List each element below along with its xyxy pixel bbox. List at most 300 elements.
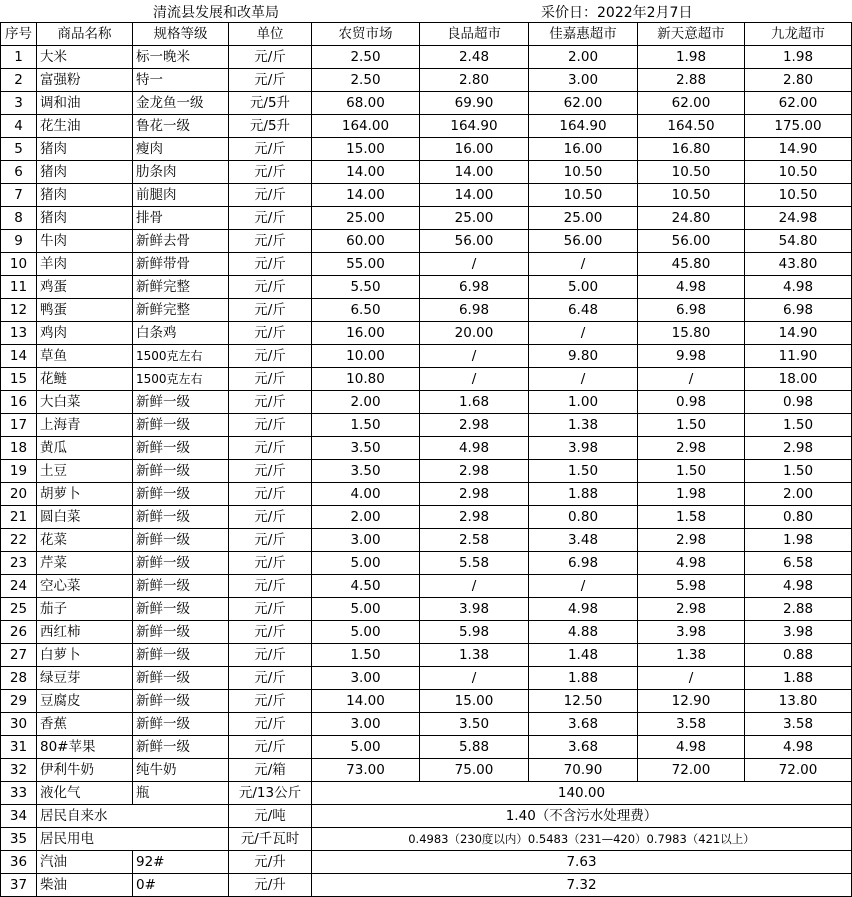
price-farmers-market: 16.00 — [312, 322, 420, 345]
table-row — [1, 69, 852, 92]
price-xintianyi: 4.98 — [638, 276, 745, 299]
item-name: 调和油 — [37, 92, 133, 115]
report-header — [0, 0, 852, 23]
row-number: 25 — [1, 598, 37, 621]
price-xintianyi: 9.98 — [638, 345, 745, 368]
price-liangpin: / — [420, 345, 529, 368]
item-spec: 新鲜一级 — [133, 621, 229, 644]
col-header: 九龙超市 — [745, 23, 852, 46]
item-spec: 瘦肉 — [133, 138, 229, 161]
item-spec: 新鲜去骨 — [133, 230, 229, 253]
item-name: 80#苹果 — [37, 736, 133, 759]
item-spec: 新鲜带骨 — [133, 253, 229, 276]
price-jiulong: 2.98 — [745, 437, 852, 460]
item-spec: 92# — [133, 851, 229, 874]
item-spec: 新鲜一级 — [133, 713, 229, 736]
item-spec: 金龙鱼一级 — [133, 92, 229, 115]
unified-price: 140.00 — [312, 782, 852, 805]
item-name: 鸡蛋 — [37, 276, 133, 299]
price-liangpin: 2.98 — [420, 414, 529, 437]
table-row — [1, 644, 852, 667]
item-name: 芹菜 — [37, 552, 133, 575]
price-jiulong: 14.90 — [745, 322, 852, 345]
item-unit: 元/斤 — [229, 644, 312, 667]
organization-name: 清流县发展和改革局 — [153, 5, 279, 21]
price-liangpin: 6.98 — [420, 276, 529, 299]
price-jiulong: 10.50 — [745, 161, 852, 184]
price-xintianyi: 2.88 — [638, 69, 745, 92]
row-number: 1 — [1, 46, 37, 69]
row-number: 20 — [1, 483, 37, 506]
price-farmers-market: 5.00 — [312, 598, 420, 621]
item-name: 上海青 — [37, 414, 133, 437]
item-unit: 元/斤 — [229, 276, 312, 299]
item-unit: 元/斤 — [229, 736, 312, 759]
price-xintianyi: 1.98 — [638, 483, 745, 506]
item-unit: 元/斤 — [229, 690, 312, 713]
price-farmers-market: 4.50 — [312, 575, 420, 598]
table-row — [1, 276, 852, 299]
row-number: 9 — [1, 230, 37, 253]
price-jiajiahui: / — [529, 368, 638, 391]
item-name: 草鱼 — [37, 345, 133, 368]
item-spec: 排骨 — [133, 207, 229, 230]
price-farmers-market: 5.00 — [312, 621, 420, 644]
price-farmers-market: 2.00 — [312, 391, 420, 414]
table-row — [1, 230, 852, 253]
price-jiulong: 18.00 — [745, 368, 852, 391]
item-unit: 元/斤 — [229, 69, 312, 92]
item-spec: 前腿肉 — [133, 184, 229, 207]
price-jiajiahui: 3.48 — [529, 529, 638, 552]
price-jiulong: 54.80 — [745, 230, 852, 253]
item-name: 绿豆芽 — [37, 667, 133, 690]
price-liangpin: / — [420, 368, 529, 391]
price-jiulong: 0.98 — [745, 391, 852, 414]
item-name: 圆白菜 — [37, 506, 133, 529]
item-spec: 0# — [133, 874, 229, 897]
row-number: 27 — [1, 644, 37, 667]
price-jiajiahui: / — [529, 253, 638, 276]
item-unit: 元/吨 — [229, 805, 312, 828]
row-number: 15 — [1, 368, 37, 391]
item-spec: 新鲜一级 — [133, 391, 229, 414]
price-xintianyi: 45.80 — [638, 253, 745, 276]
table-row — [1, 690, 852, 713]
row-number: 16 — [1, 391, 37, 414]
price-xintianyi: 56.00 — [638, 230, 745, 253]
item-spec: 新鲜完整 — [133, 299, 229, 322]
item-unit: 元/斤 — [229, 138, 312, 161]
table-row — [1, 483, 852, 506]
item-name: 茄子 — [37, 598, 133, 621]
table-row — [1, 828, 852, 851]
item-name: 黄瓜 — [37, 437, 133, 460]
table-row — [1, 782, 852, 805]
price-xintianyi: 24.80 — [638, 207, 745, 230]
table-row — [1, 414, 852, 437]
price-jiajiahui: 1.00 — [529, 391, 638, 414]
col-header: 单位 — [229, 23, 312, 46]
price-xintianyi: 4.98 — [638, 552, 745, 575]
price-jiajiahui: 3.68 — [529, 736, 638, 759]
item-unit: 元/斤 — [229, 391, 312, 414]
price-jiulong: 1.98 — [745, 529, 852, 552]
price-jiajiahui: 6.98 — [529, 552, 638, 575]
item-name: 花菜 — [37, 529, 133, 552]
table-row — [1, 667, 852, 690]
item-name: 大白菜 — [37, 391, 133, 414]
price-jiulong: 4.98 — [745, 736, 852, 759]
item-name: 鸭蛋 — [37, 299, 133, 322]
price-liangpin: 15.00 — [420, 690, 529, 713]
table-row — [1, 805, 852, 828]
unified-price: 7.32 — [312, 874, 852, 897]
item-name: 胡萝卜 — [37, 483, 133, 506]
item-name: 土豆 — [37, 460, 133, 483]
item-spec: 新鲜一级 — [133, 483, 229, 506]
price-jiajiahui: 3.68 — [529, 713, 638, 736]
price-xintianyi: 4.98 — [638, 736, 745, 759]
table-row — [1, 391, 852, 414]
price-liangpin: 69.90 — [420, 92, 529, 115]
item-spec: 新鲜一级 — [133, 552, 229, 575]
item-spec: 标一晚米 — [133, 46, 229, 69]
price-xintianyi: 72.00 — [638, 759, 745, 782]
row-number: 6 — [1, 161, 37, 184]
price-jiulong: 10.50 — [745, 184, 852, 207]
table-row — [1, 598, 852, 621]
item-name: 居民自来水 — [37, 805, 229, 828]
item-unit: 元/升 — [229, 874, 312, 897]
price-liangpin: 4.98 — [420, 437, 529, 460]
item-spec: 新鲜一级 — [133, 575, 229, 598]
table-row — [1, 736, 852, 759]
price-liangpin: 164.90 — [420, 115, 529, 138]
price-liangpin: 2.98 — [420, 483, 529, 506]
price-jiulong: 0.88 — [745, 644, 852, 667]
item-unit: 元/斤 — [229, 368, 312, 391]
price-xintianyi: 15.80 — [638, 322, 745, 345]
item-name: 白萝卜 — [37, 644, 133, 667]
row-number: 28 — [1, 667, 37, 690]
price-farmers-market: 1.50 — [312, 414, 420, 437]
table-header-row — [1, 23, 852, 46]
item-unit: 元/斤 — [229, 345, 312, 368]
unified-price: 7.63 — [312, 851, 852, 874]
price-farmers-market: 4.00 — [312, 483, 420, 506]
col-header: 商品名称 — [37, 23, 133, 46]
price-jiajiahui: 6.48 — [529, 299, 638, 322]
price-liangpin: / — [420, 253, 529, 276]
col-header: 规格等级 — [133, 23, 229, 46]
price-farmers-market: 6.50 — [312, 299, 420, 322]
item-name: 大米 — [37, 46, 133, 69]
table-row — [1, 253, 852, 276]
item-name: 伊利牛奶 — [37, 759, 133, 782]
row-number: 29 — [1, 690, 37, 713]
price-jiulong: 62.00 — [745, 92, 852, 115]
price-liangpin: 56.00 — [420, 230, 529, 253]
table-row — [1, 552, 852, 575]
price-liangpin: 6.98 — [420, 299, 529, 322]
price-farmers-market: 2.50 — [312, 69, 420, 92]
row-number: 24 — [1, 575, 37, 598]
price-liangpin: 5.88 — [420, 736, 529, 759]
item-spec: 新鲜一级 — [133, 690, 229, 713]
price-jiulong: 175.00 — [745, 115, 852, 138]
price-liangpin: 2.98 — [420, 506, 529, 529]
col-header: 序号 — [1, 23, 37, 46]
price-farmers-market: 14.00 — [312, 690, 420, 713]
price-jiulong: 4.98 — [745, 575, 852, 598]
price-xintianyi: 3.58 — [638, 713, 745, 736]
price-farmers-market: 14.00 — [312, 161, 420, 184]
price-xintianyi: / — [638, 667, 745, 690]
table-row — [1, 460, 852, 483]
item-name: 猪肉 — [37, 207, 133, 230]
price-farmers-market: 5.00 — [312, 736, 420, 759]
price-farmers-market: 10.00 — [312, 345, 420, 368]
item-spec: 新鲜一级 — [133, 529, 229, 552]
table-row — [1, 713, 852, 736]
price-xintianyi: 2.98 — [638, 529, 745, 552]
price-farmers-market: 5.50 — [312, 276, 420, 299]
row-number: 7 — [1, 184, 37, 207]
price-jiulong: 1.50 — [745, 414, 852, 437]
price-jiajiahui: 4.98 — [529, 598, 638, 621]
price-jiajiahui: / — [529, 322, 638, 345]
price-xintianyi: 6.98 — [638, 299, 745, 322]
price-jiajiahui: 70.90 — [529, 759, 638, 782]
price-farmers-market: 55.00 — [312, 253, 420, 276]
price-jiajiahui: 1.50 — [529, 460, 638, 483]
price-jiulong: 43.80 — [745, 253, 852, 276]
price-farmers-market: 164.00 — [312, 115, 420, 138]
row-number: 18 — [1, 437, 37, 460]
row-number: 30 — [1, 713, 37, 736]
row-number: 12 — [1, 299, 37, 322]
table-row — [1, 851, 852, 874]
item-name: 猪肉 — [37, 138, 133, 161]
table-row — [1, 368, 852, 391]
price-jiajiahui: 25.00 — [529, 207, 638, 230]
price-farmers-market: 60.00 — [312, 230, 420, 253]
item-unit: 元/升 — [229, 851, 312, 874]
price-farmers-market: 73.00 — [312, 759, 420, 782]
row-number: 17 — [1, 414, 37, 437]
item-name: 香蕉 — [37, 713, 133, 736]
item-name: 花生油 — [37, 115, 133, 138]
item-name: 羊肉 — [37, 253, 133, 276]
row-number: 11 — [1, 276, 37, 299]
price-jiulong: 0.80 — [745, 506, 852, 529]
row-number: 3 — [1, 92, 37, 115]
price-jiajiahui: 5.00 — [529, 276, 638, 299]
price-xintianyi: 12.90 — [638, 690, 745, 713]
item-unit: 元/斤 — [229, 483, 312, 506]
price-jiajiahui: 1.88 — [529, 667, 638, 690]
price-xintianyi: 5.98 — [638, 575, 745, 598]
item-unit: 元/斤 — [229, 161, 312, 184]
price-liangpin: / — [420, 575, 529, 598]
item-spec: 白条鸡 — [133, 322, 229, 345]
price-jiajiahui: 9.80 — [529, 345, 638, 368]
table-row — [1, 874, 852, 897]
item-name: 液化气 — [37, 782, 133, 805]
price-jiulong: 2.80 — [745, 69, 852, 92]
price-jiajiahui: 1.48 — [529, 644, 638, 667]
item-spec: 新鲜一级 — [133, 437, 229, 460]
price-liangpin: 5.98 — [420, 621, 529, 644]
row-number: 22 — [1, 529, 37, 552]
item-name: 豆腐皮 — [37, 690, 133, 713]
price-table — [0, 22, 852, 897]
item-unit: 元/斤 — [229, 529, 312, 552]
item-name: 猪肉 — [37, 184, 133, 207]
price-jiajiahui: 1.38 — [529, 414, 638, 437]
price-xintianyi: / — [638, 368, 745, 391]
item-unit: 元/斤 — [229, 598, 312, 621]
table-row — [1, 506, 852, 529]
price-xintianyi: 1.98 — [638, 46, 745, 69]
item-spec: 特一 — [133, 69, 229, 92]
price-xintianyi: 10.50 — [638, 184, 745, 207]
row-number: 35 — [1, 828, 37, 851]
unified-price: 1.40（不含污水处理费） — [312, 805, 852, 828]
row-number: 37 — [1, 874, 37, 897]
row-number: 14 — [1, 345, 37, 368]
price-jiulong: 1.50 — [745, 460, 852, 483]
price-jiajiahui: 10.50 — [529, 184, 638, 207]
item-unit: 元/斤 — [229, 184, 312, 207]
price-liangpin: 2.98 — [420, 460, 529, 483]
price-jiajiahui: 164.90 — [529, 115, 638, 138]
item-name: 空心菜 — [37, 575, 133, 598]
item-unit: 元/斤 — [229, 667, 312, 690]
item-name: 柴油 — [37, 874, 133, 897]
price-liangpin: 14.00 — [420, 184, 529, 207]
price-farmers-market: 3.00 — [312, 713, 420, 736]
price-jiajiahui: 56.00 — [529, 230, 638, 253]
price-farmers-market: 10.80 — [312, 368, 420, 391]
row-number: 36 — [1, 851, 37, 874]
row-number: 34 — [1, 805, 37, 828]
item-spec: 新鲜完整 — [133, 276, 229, 299]
price-jiulong: 2.00 — [745, 483, 852, 506]
price-jiajiahui: 16.00 — [529, 138, 638, 161]
price-liangpin: 2.48 — [420, 46, 529, 69]
item-spec: 瓶 — [133, 782, 229, 805]
price-jiulong: 4.98 — [745, 276, 852, 299]
table-row — [1, 345, 852, 368]
table-row — [1, 437, 852, 460]
row-number: 26 — [1, 621, 37, 644]
item-spec: 新鲜一级 — [133, 736, 229, 759]
item-name: 富强粉 — [37, 69, 133, 92]
price-farmers-market: 1.50 — [312, 644, 420, 667]
col-header: 农贸市场 — [312, 23, 420, 46]
price-farmers-market: 3.50 — [312, 437, 420, 460]
price-xintianyi: 2.98 — [638, 598, 745, 621]
price-farmers-market: 3.00 — [312, 529, 420, 552]
price-jiajiahui: 0.80 — [529, 506, 638, 529]
item-spec: 新鲜一级 — [133, 460, 229, 483]
item-name: 牛肉 — [37, 230, 133, 253]
item-unit: 元/斤 — [229, 414, 312, 437]
unified-price: 0.4983（230度以内）0.5483（231—420）0.7983（421以上） — [312, 828, 852, 851]
item-unit: 元/斤 — [229, 506, 312, 529]
row-number: 31 — [1, 736, 37, 759]
item-spec: 新鲜一级 — [133, 598, 229, 621]
row-number: 32 — [1, 759, 37, 782]
item-unit: 元/斤 — [229, 322, 312, 345]
price-jiulong: 6.58 — [745, 552, 852, 575]
item-unit: 元/斤 — [229, 207, 312, 230]
price-jiajiahui: 3.00 — [529, 69, 638, 92]
item-spec: 纯牛奶 — [133, 759, 229, 782]
item-spec: 1500克左右 — [133, 345, 229, 368]
price-jiulong: 14.90 — [745, 138, 852, 161]
price-xintianyi: 1.38 — [638, 644, 745, 667]
price-jiulong: 13.80 — [745, 690, 852, 713]
item-unit: 元/斤 — [229, 460, 312, 483]
item-unit: 元/斤 — [229, 575, 312, 598]
price-xintianyi: 164.50 — [638, 115, 745, 138]
price-xintianyi: 16.80 — [638, 138, 745, 161]
price-farmers-market: 15.00 — [312, 138, 420, 161]
price-jiulong: 3.98 — [745, 621, 852, 644]
price-jiajiahui: 12.50 — [529, 690, 638, 713]
price-xintianyi: 3.98 — [638, 621, 745, 644]
price-jiulong: 1.88 — [745, 667, 852, 690]
table-row — [1, 207, 852, 230]
price-farmers-market: 3.00 — [312, 667, 420, 690]
price-jiulong: 72.00 — [745, 759, 852, 782]
price-liangpin: 14.00 — [420, 161, 529, 184]
item-unit: 元/13公斤 — [229, 782, 312, 805]
price-xintianyi: 1.50 — [638, 414, 745, 437]
price-farmers-market: 5.00 — [312, 552, 420, 575]
price-liangpin: 3.50 — [420, 713, 529, 736]
row-number: 21 — [1, 506, 37, 529]
item-unit: 元/斤 — [229, 713, 312, 736]
col-header: 佳嘉惠超市 — [529, 23, 638, 46]
item-unit: 元/斤 — [229, 253, 312, 276]
price-jiajiahui: 62.00 — [529, 92, 638, 115]
row-number: 10 — [1, 253, 37, 276]
item-unit: 元/斤 — [229, 230, 312, 253]
item-unit: 元/斤 — [229, 46, 312, 69]
price-jiajiahui: / — [529, 575, 638, 598]
item-name: 花鲢 — [37, 368, 133, 391]
price-jiajiahui: 10.50 — [529, 161, 638, 184]
price-farmers-market: 2.00 — [312, 506, 420, 529]
item-spec: 1500克左右 — [133, 368, 229, 391]
item-unit: 元/斤 — [229, 621, 312, 644]
table-row — [1, 575, 852, 598]
row-number: 33 — [1, 782, 37, 805]
price-liangpin: 5.58 — [420, 552, 529, 575]
col-header: 新天意超市 — [638, 23, 745, 46]
price-jiulong: 2.88 — [745, 598, 852, 621]
price-xintianyi: 1.58 — [638, 506, 745, 529]
item-name: 猪肉 — [37, 161, 133, 184]
row-number: 19 — [1, 460, 37, 483]
table-row — [1, 161, 852, 184]
price-farmers-market: 25.00 — [312, 207, 420, 230]
row-number: 23 — [1, 552, 37, 575]
